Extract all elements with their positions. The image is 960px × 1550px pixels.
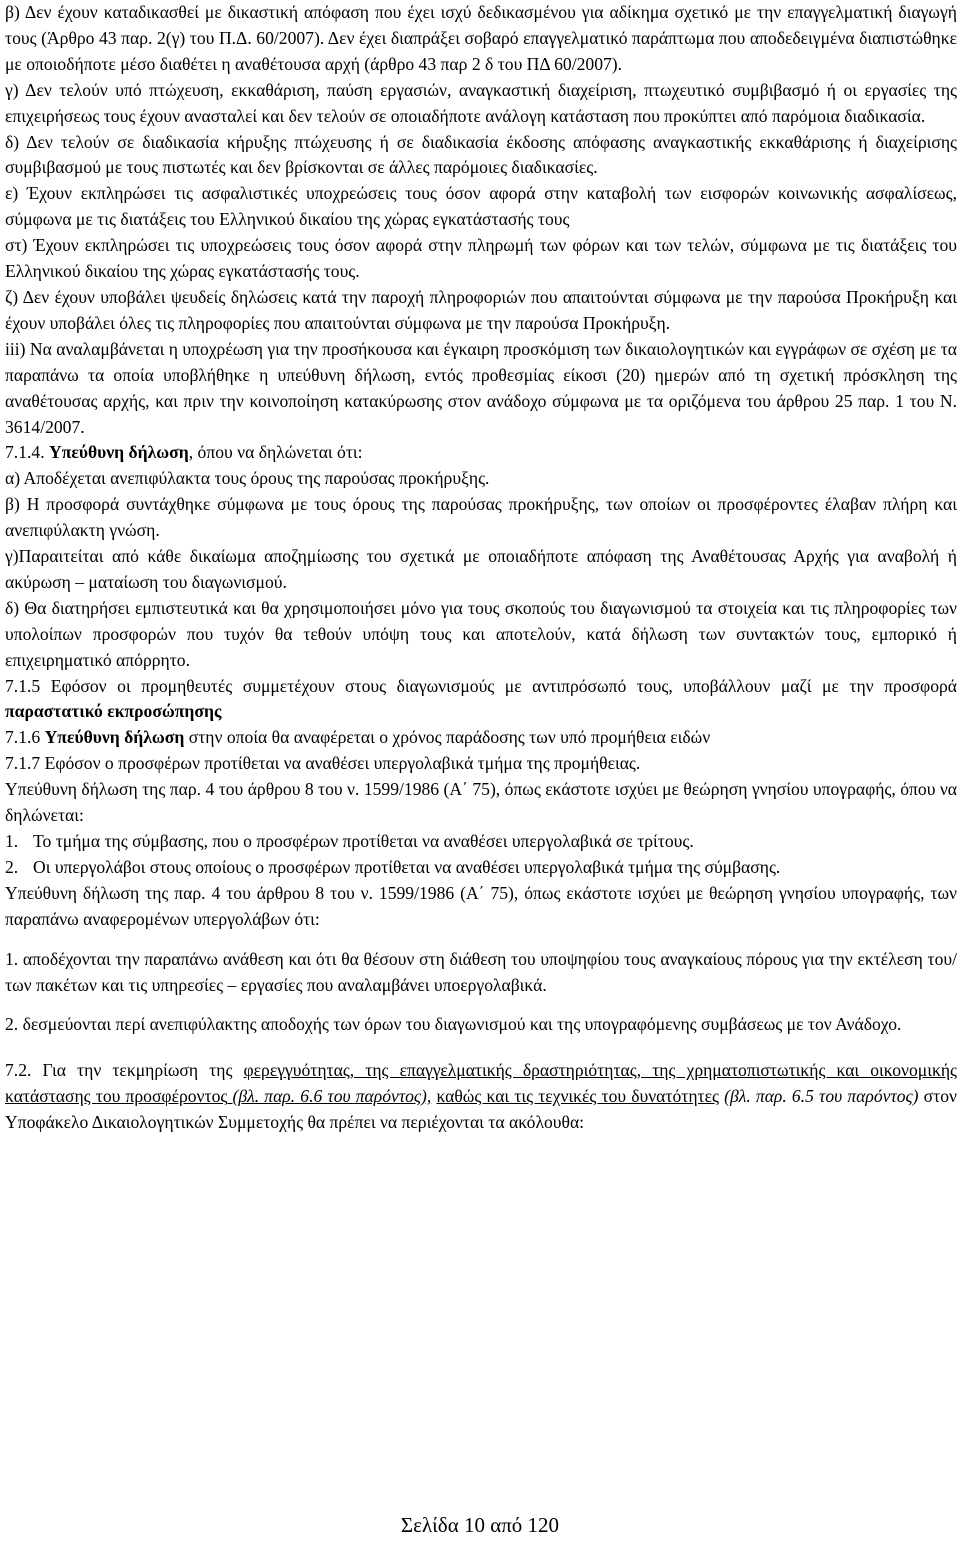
section-7-1-7: 7.1.7 Εφόσον ο προσφέρων προτίθεται να αναθέσει υπεργολαβικά τμήμα της προμήθειας. <box>5 753 641 774</box>
section-text: 7.1.5 Εφόσον οι προμηθευτές συμμετέχουν στους διαγωνισμούς με αντιπρόσωπό τους, υποβάλλουν μαζί με την προσφορά <box>5 675 957 696</box>
paragraph-d: δ) Δεν τελούν σε διαδικασία κήρυξης πτώχευσης ή σε διαδικασία έκδοσης απόφασης αναγκαστικής εκκαθάρισης ή διαχείρισης συμβιβασμού με τους πιστωτές και δεν βρίσκονται σε άλλες παρόμοιες διαδικασίες. <box>5 131 957 178</box>
section-7-1-5 <box>5 674 957 726</box>
italic-reference: (βλ. παρ. 6.6 του παρόντος), <box>227 1086 432 1107</box>
italic-reference: (βλ. παρ. 6.5 του παρόντος) <box>718 1086 919 1107</box>
paragraph-e: ε) Έχουν εκπληρώσει τις ασφαλιστικές υποχρεώσεις τους όσον αφορά στην καταβολή των εισφορών κοινωνικής ασφαλίσεως, σύμφωνα με τις διατάξεις του Ελληνικού δικαίου της χώρας εγκατάστασής τους <box>5 183 957 230</box>
section-bold-term: παραστατικό εκπροσώπησης <box>5 701 222 722</box>
section-number: 7.1.6 <box>5 727 45 748</box>
paragraph-c: γ) Δεν τελούν υπό πτώχευση, εκκαθάριση, παύση εργασιών, αναγκαστική διαχείριση, πτωχευτικό συμβιβασμό ή οι εργασίες της επιχειρήσεως τους έχουν ανασταλεί και δεν τελούν σε οποιαδήποτε ανάλογη κατάσταση που προκύπτει από παρόμοια διαδικασία. <box>5 79 957 126</box>
underlined-text: φερεγγυότητας, της επαγγελματικής δραστηριότητας, της χρηματοπιστωτικής και οικονομικής κατάστασης του προσφέροντος <box>5 1060 957 1107</box>
item-a: α) Αποδέχεται ανεπιφύλακτα τους όρους της παρούσας προκήρυξης. <box>5 468 490 489</box>
subcontractor-item-2: 2. δεσμεύονται περί ανεπιφύλακτης αποδοχής των όρων του διαγωνισμού και της υπογραφόμενης συμβάσεως με τον Ανάδοχο. <box>5 1014 902 1035</box>
declaration-item-2 <box>5 855 957 881</box>
paragraph-b: β) Δεν έχουν καταδικασθεί με δικαστική απόφαση που έχει ισχύ δεδικασμένου για αδίκημα σχετικό με την επαγγελματική διαγωγή τους (Άρθρο 43 παρ. 2(γ) του Π.Δ. 60/2007). Δεν έχει διαπράξει σοβαρό επαγγελματικό παράπτωμα που αποδεδειγμένα διαπιστώθηκε με οποιοδήποτε μέσο διαθέτει η αναθέτουσα αρχή (άρθρο 43 παρ 2 δ του ΠΔ 60/2007). <box>5 2 957 74</box>
subcontractor-item-1: 1. αποδέχονται την παραπάνω ανάθεση και ότι θα θέσουν στη διάθεση του υποψηφίου τους αναγκαίους πόρους για την εκτέλεση του/ των πακέτων και τις υπηρεσίες – εργασίες που αναλαμβάνει υποεργολαβικά. <box>5 948 957 995</box>
underlined-text: καθώς και τις τεχνικές του δυνατότητες <box>436 1086 719 1107</box>
paragraph-st: στ) Έχουν εκπληρώσει τις υποχρεώσεις τους όσον αφορά στην πληρωμή των φόρων και των τελών, σύμφωνα με τις διατάξεις του Ελληνικού δικαίου της χώρας εγκατάστασής τους. <box>5 235 957 282</box>
paragraph-z: ζ) Δεν έχουν υποβάλει ψευδείς δηλώσεις κατά την παροχή πληροφοριών που απαιτούνται σύμφωνα με την παρούσα Προκήρυξη και έχουν υποβάλει όλες τις πληροφορίες που απαιτούνται σύμφωνα με την παρούσα Προκήρυξη. <box>5 286 957 333</box>
section-number: 7.1.4. <box>5 442 49 463</box>
section-bold-title: Υπεύθυνη δήλωση <box>48 442 189 463</box>
document-body <box>5 0 957 1136</box>
item-b: β) Η προσφορά συντάχθηκε σύμφωνα με τους όρους της παρούσας προκήρυξης, των οποίων οι προσφέροντες έλαβαν πλήρη και ανεπιφύλακτη γνώση. <box>5 494 957 541</box>
section-text: 7.2. Για την τεκμηρίωση της <box>5 1060 244 1081</box>
section-7-2 <box>5 1058 957 1136</box>
subcontractor-declaration: Υπεύθυνη δήλωση της παρ. 4 του άρθρου 8 του ν. 1599/1986 (Α΄ 75), όπως εκάστοτε ισχύει με θεώρηση γνησίου υπογραφής, των παραπάνω αναφερομένων υπεργολάβων ότι: <box>5 882 957 929</box>
section-rest: στην οποία θα αναφέρεται ο χρόνος παράδοσης των υπό προμήθεια ειδών <box>184 727 711 748</box>
section-7-1-4 <box>5 440 957 466</box>
declaration-item-1 <box>5 829 957 855</box>
item-number: 2. <box>5 856 19 877</box>
page-footer: Σελίδα 10 από 120 <box>400 1513 560 1537</box>
item-c: γ)Παραιτείται από κάθε δικαίωμα αποζημίωσης του σχετικά με οποιαδήποτε απόφαση της Αναθέτουσας Αρχής για αναβολή ή ακύρωση – ματαίωση του διαγωνισμού. <box>5 546 957 592</box>
paragraph-iii: iii) Να αναλαμβάνεται η υποχρέωση για την προσήκουσα και έγκαιρη προσκόμιση των δικαιολογητικών και εγγράφων σε σχέση με τα παραπάνω τα οποία υποβλήθηκε η υπεύθυνη δήλωση, εντός προθεσμίας είκοσι (20) ημερών από τη σχετική πρόσκληση της αναθέτουσας αρχής, και πριν την κοινοποίηση κατακύρωσης στον ανάδοχο σύμφωνα με τα οριζόμενα του άρθρου 25 παρ. 1 του Ν. 3614/2007. <box>5 338 957 437</box>
section-7-1-6 <box>5 725 957 751</box>
item-text: Οι υπεργολάβοι στους οποίους ο προσφέρων προτίθεται να αναθέσει υπεργολαβικά τμήμα της σύμβασης. <box>33 856 781 877</box>
section-rest: στον Υποφάκελο Δικαιολογητικών Συμμετοχής θα πρέπει να περιέχονται τα ακόλουθα: <box>5 1086 957 1133</box>
declaration-intro: Υπεύθυνη δήλωση της παρ. 4 του άρθρου 8 του ν. 1599/1986 (Α΄ 75), όπως εκάστοτε ισχύει με θεώρηση γνησίου υπογραφής, όπου να δηλώνεται: <box>5 779 957 826</box>
item-number: 1. <box>5 831 19 851</box>
section-rest: , όπου να δηλώνεται ότι: <box>188 442 363 463</box>
item-d: δ) Θα διατηρήσει εμπιστευτικά και θα χρησιμοποιήσει μόνο για τους σκοπούς του διαγωνισμού τα στοιχεία και τις πληροφορίες των υπολοίπων προσφορών που τυχόν θα τεθούν υπόψη τους και αποτελούν, κατά δήλωση των συντακτών τους, εμπορικό ή επιχειρηματικό απόρρητο. <box>5 597 957 670</box>
item-text: Το τμήμα της σύμβασης, που ο προσφέρων προτίθεται να αναθέσει υπεργολαβικά σε τρίτους. <box>33 831 694 851</box>
section-bold-title: Υπεύθυνη δήλωση <box>44 727 185 748</box>
